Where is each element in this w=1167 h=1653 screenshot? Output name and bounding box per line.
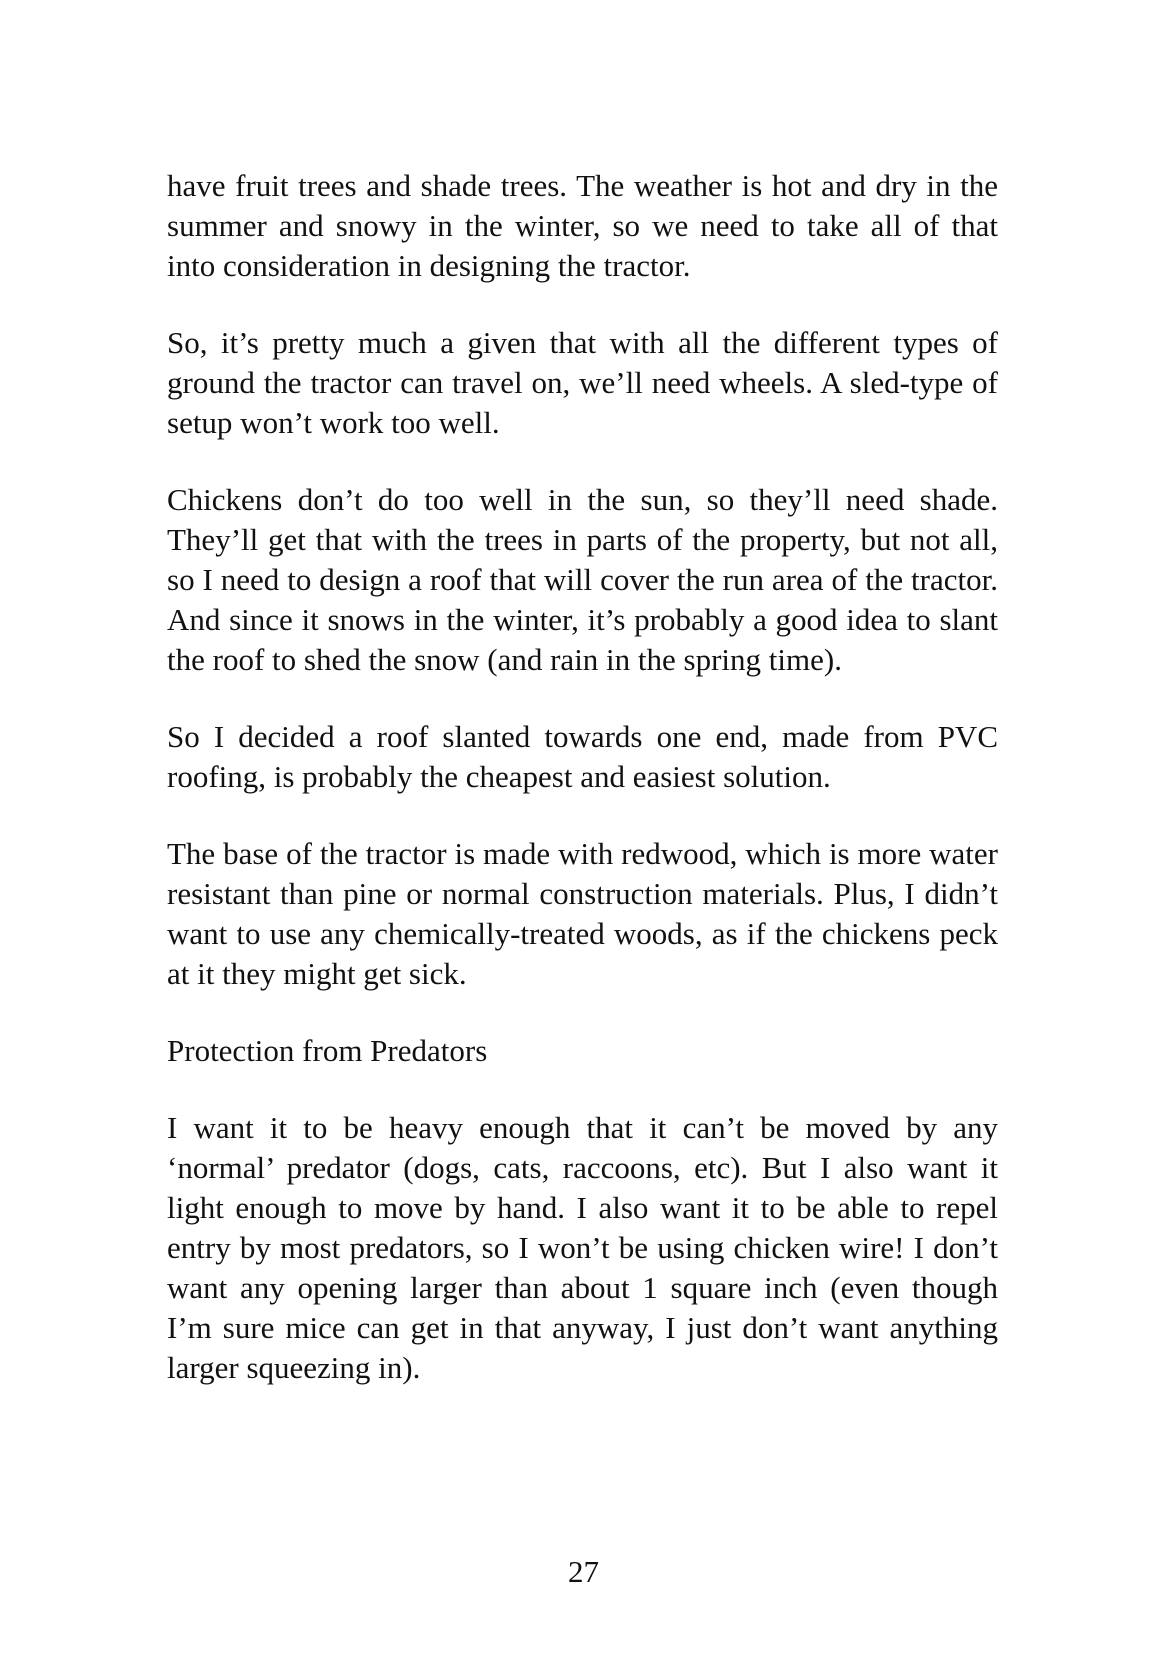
page-number: 27	[568, 1554, 599, 1589]
paragraph-4: So I decided a roof slanted towards one end, made from PVC roofing, is probably the cheapest and easiest solution.	[167, 719, 998, 794]
section-heading: Protection from Predators	[167, 1033, 488, 1068]
paragraph-2: So, it’s pretty much a given that with all the different types of ground the tractor can travel on, we’ll need wheels. A sled-type of setup won’t work too well.	[167, 325, 998, 440]
paragraph-1: have fruit trees and shade trees. The weather is hot and dry in the summer and snowy in the winter, so we need to take all of that into consideration in designing the tractor.	[167, 168, 998, 283]
page-body	[167, 166, 998, 1425]
paragraph-5: The base of the tractor is made with redwood, which is more water resistant than pine or normal construction materials. Plus, I didn’t want to use any chemically-treated woods, as if the chickens peck at it they might get sick.	[167, 836, 998, 991]
section-paragraph: I want it to be heavy enough that it can’t be moved by any ‘normal’ predator (dogs, cats, raccoons, etc). But I also want it light enough to move by hand. I also want it to be able to repel entry by most predators, so I won’t be using chicken wire! I don’t want any opening larger than about 1 square inch (even though I’m sure mice can get in that anyway, I just don’t want anything larger squeezing in).	[167, 1110, 998, 1385]
paragraph-3: Chickens don’t do too well in the sun, so they’ll need shade. They’ll get that with the trees in parts of the property, but not all, so I need to design a roof that will cover the run area of the tractor. And since it snows in the winter, it’s probably a good idea to slant the roof to shed the snow (and rain in the spring time).	[167, 482, 998, 677]
